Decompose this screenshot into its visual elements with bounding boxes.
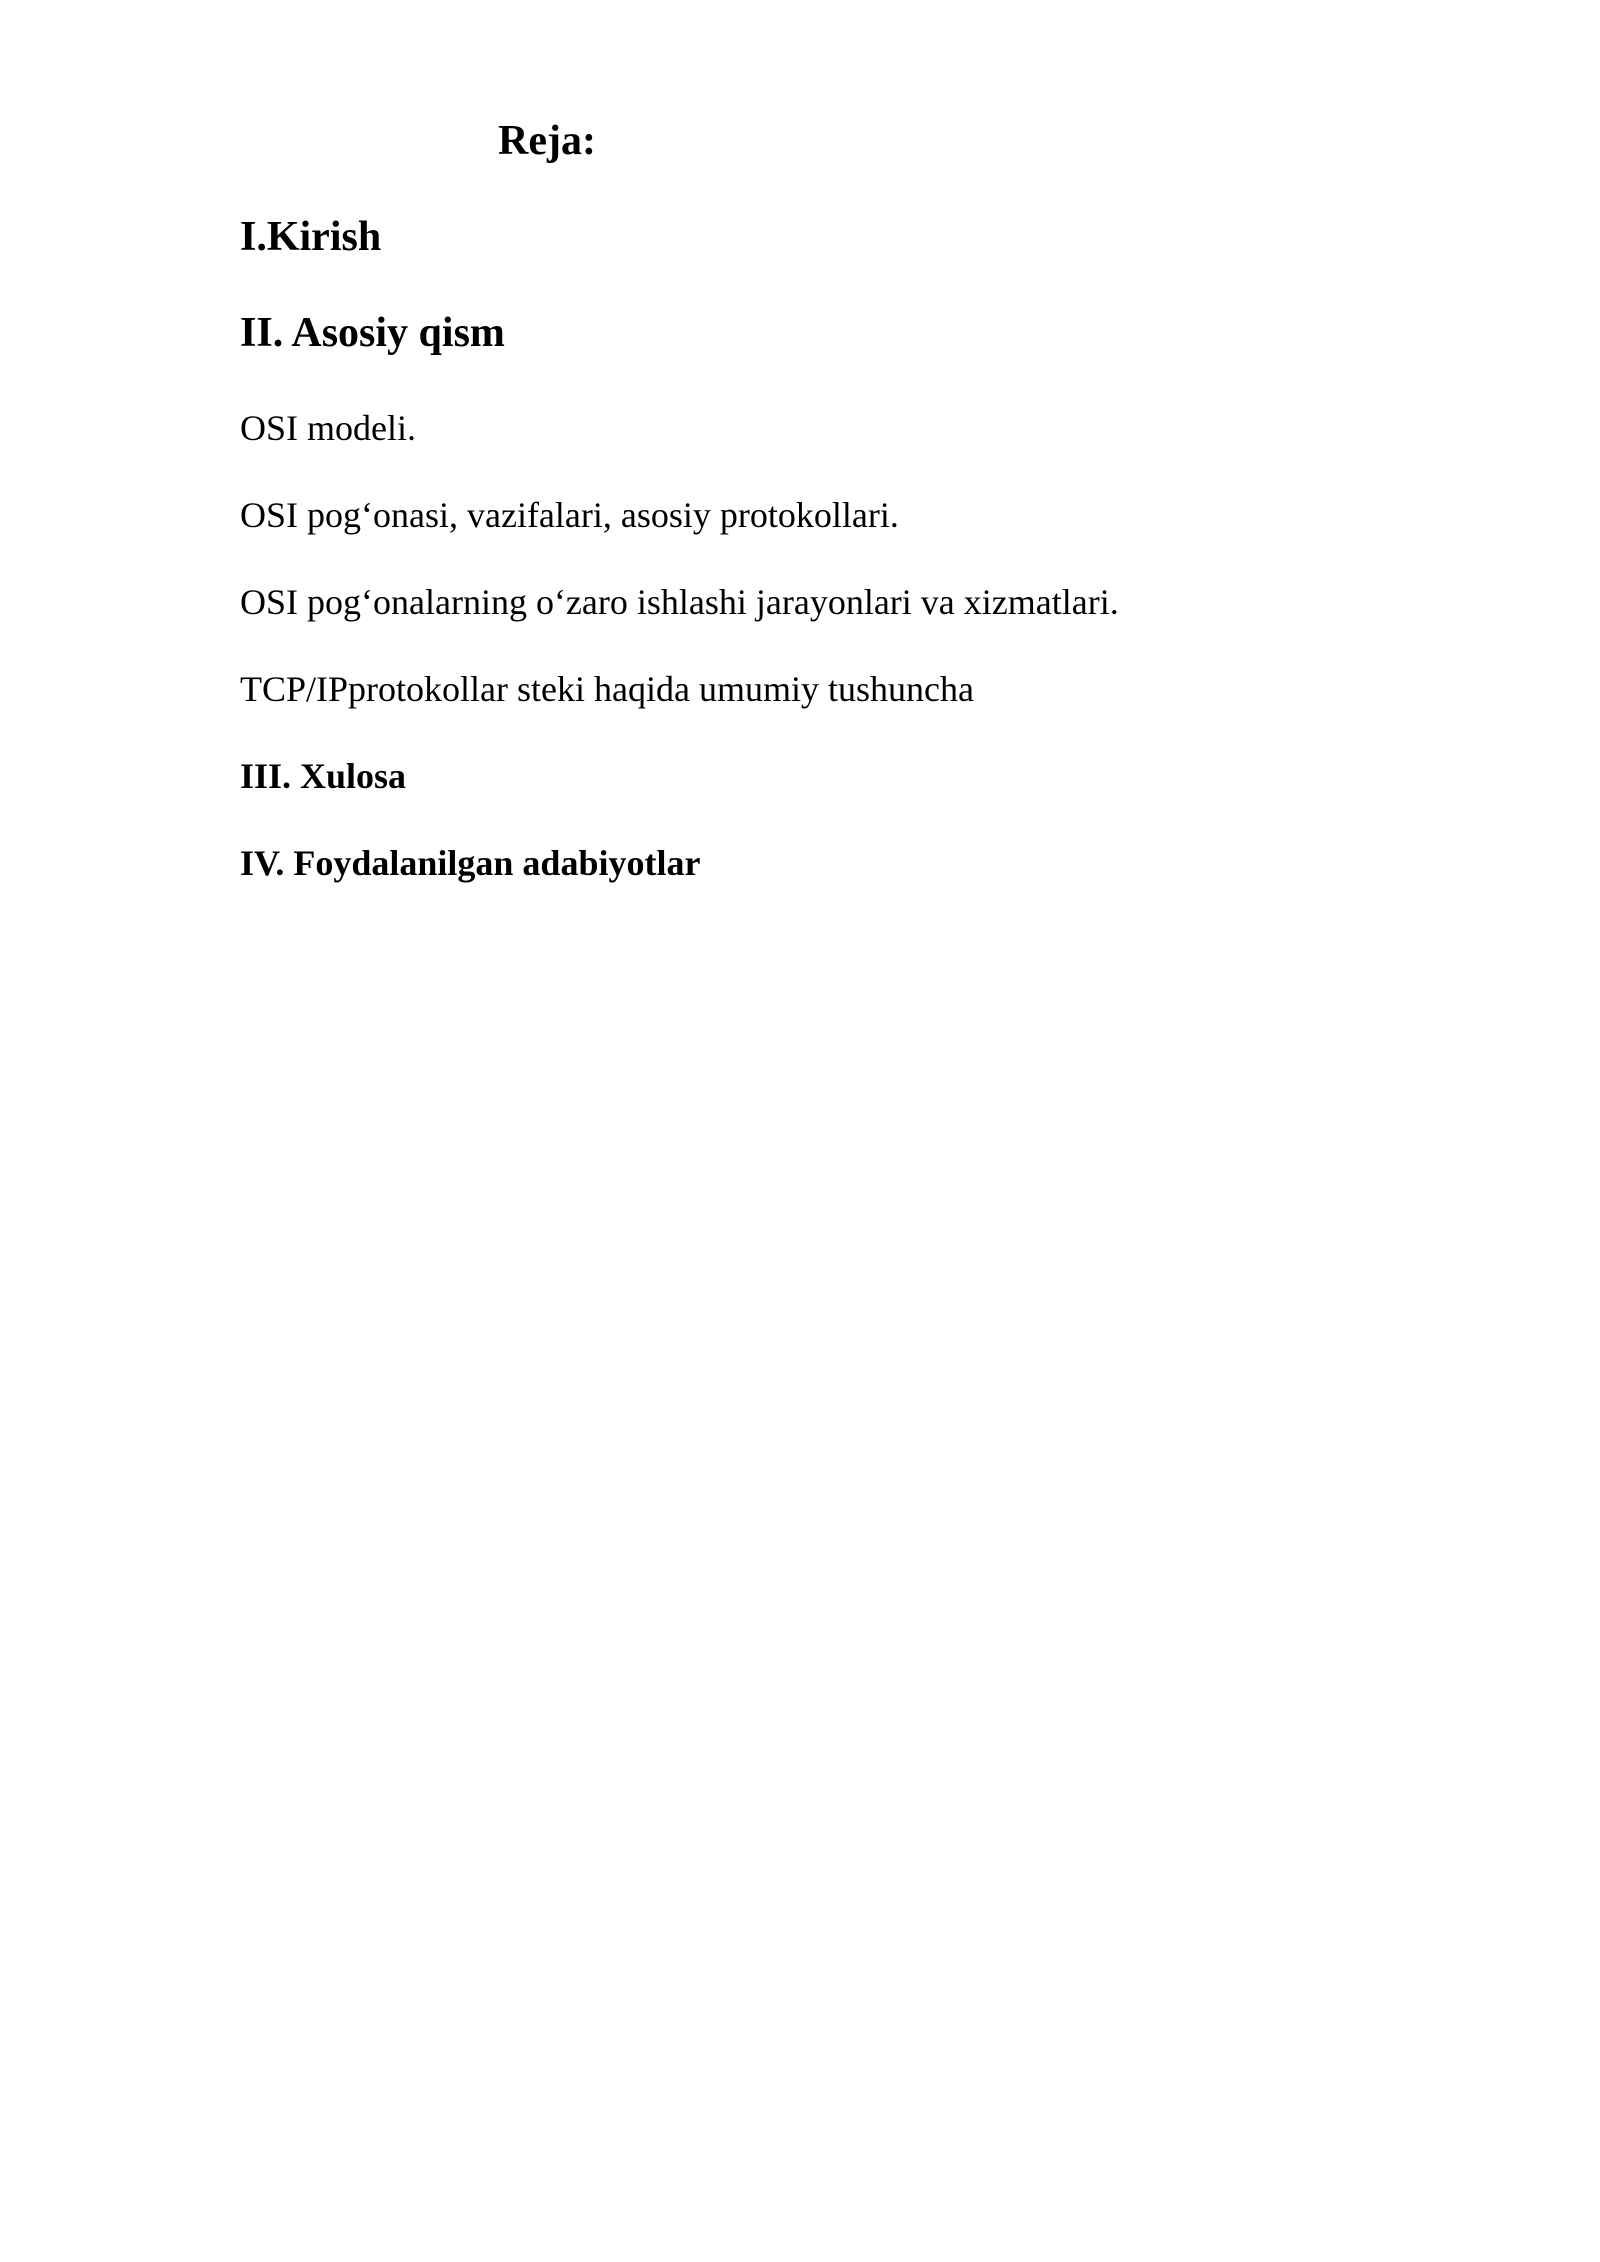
plan-item-osi-pogonasi: OSI pog‘onasi, vazifalari, asosiy protokollari. <box>240 495 899 535</box>
section-heading-asosiy-qism: II. Asosiy qism <box>240 310 505 356</box>
plan-item-osi-modeli: OSI modeli. <box>240 408 416 448</box>
section-heading-adabiyotlar: IV. Foydalanilgan adabiyotlar <box>240 843 701 883</box>
plan-item-tcp-ip: TCP/IPprotokollar steki haqida umumiy tushuncha <box>240 669 974 709</box>
plan-item-osi-pogonalarning: OSI pog‘onalarning o‘zaro ishlashi jarayonlari va xizmatlari. <box>240 582 1119 622</box>
section-heading-kirish: I.Kirish <box>240 214 382 260</box>
plan-title: Reja: <box>498 118 596 164</box>
section-heading-xulosa: III. Xulosa <box>240 756 407 796</box>
